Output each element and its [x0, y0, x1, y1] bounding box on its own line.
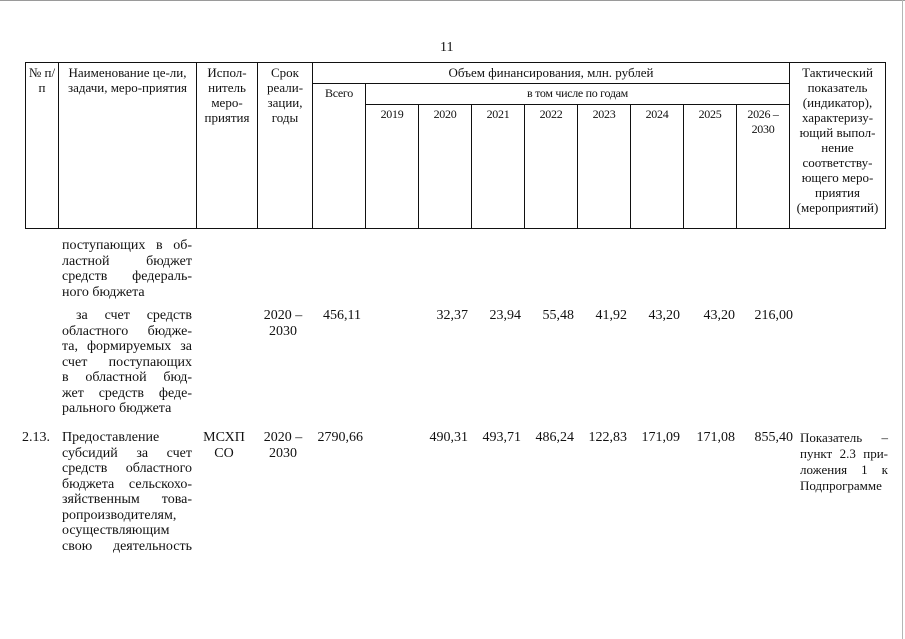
row-name-line: осуществляющим	[62, 523, 170, 538]
row-name-line: средств федераль-	[62, 269, 192, 284]
row-value: 855,40	[754, 430, 793, 445]
header-year: 2023	[578, 105, 631, 229]
row-value: 216,00	[754, 308, 793, 323]
row-value: 490,31	[429, 430, 468, 445]
row-term: 2020 – 2030	[263, 430, 303, 461]
row-executor: МСХП СО	[203, 430, 245, 461]
scan-edge-top	[0, 0, 905, 1]
header-executor: Испол-нитель меро-приятия	[197, 63, 258, 229]
row-indicator-line: Подпрограмме	[800, 478, 882, 493]
row-total: 456,11	[323, 308, 361, 323]
row-name-line: за счет средств	[76, 308, 192, 323]
row-value: 486,24	[535, 430, 574, 445]
row-name-line: свою деятельность	[62, 538, 192, 554]
row-name-line: зяйственным това-	[62, 492, 192, 507]
row-name-line: Предоставление	[62, 430, 160, 445]
row-value: 32,37	[436, 308, 468, 323]
row-name-line: та, формируемых за	[62, 339, 192, 354]
row-value: 23,94	[489, 308, 521, 323]
row-indicator-line: ложения 1 к	[800, 462, 888, 477]
row-name-line: ропроизводителям,	[62, 507, 177, 523]
table-row	[62, 308, 192, 417]
row-name-line: субсидий за счет	[62, 445, 192, 461]
row-value: 171,08	[696, 430, 735, 445]
row-name-line: жет средств феде-	[62, 385, 192, 401]
row-value: 122,83	[588, 430, 627, 445]
header-year: 2021	[472, 105, 525, 229]
row-name-line: рального бюджета	[62, 401, 172, 416]
row-name-line: счет поступающих	[62, 354, 192, 370]
header-year: 2019	[366, 105, 419, 229]
table-body	[0, 238, 905, 639]
header-term: Срок реали-зации, годы	[258, 63, 313, 229]
row-value: 55,48	[542, 308, 574, 323]
row-value: 43,20	[703, 308, 735, 323]
row-indicator-line: пункт 2.3 при-	[800, 446, 888, 461]
header-year: 2020	[419, 105, 472, 229]
row-name-line: бюджета сельскохо-	[62, 476, 192, 492]
header-indicator: Тактический показатель (индикатор), характеризу-ющий выпол-нение соответству-ющего меро-приятия (мероприятий)	[790, 63, 886, 229]
header-total: Всего	[313, 84, 366, 229]
table-header	[25, 62, 886, 229]
header-year: 2024	[631, 105, 684, 229]
table-row	[62, 430, 192, 554]
table-row	[62, 238, 192, 300]
header-year: 2025	[684, 105, 737, 229]
row-total: 2790,66	[317, 430, 363, 445]
header-year: 2026 – 2030	[737, 105, 790, 229]
row-name-line: ного бюджета	[62, 284, 145, 300]
header-name: Наименование це-ли, задачи, меро-приятия	[59, 63, 197, 229]
row-name-line: областного бюдже-	[62, 323, 192, 339]
header-funding: Объем финансирования, млн. рублей	[313, 63, 790, 84]
row-num: 2.13.	[22, 430, 50, 445]
row-term: 2020 – 2030	[263, 308, 303, 339]
row-name-line: в областной бюд-	[62, 370, 192, 385]
row-indicator-line: Показатель –	[800, 430, 888, 445]
header-by-years: в том числе по годам	[366, 84, 790, 105]
row-name-line: поступающих в об-	[62, 238, 192, 253]
page-number: 11	[440, 40, 454, 55]
row-value: 171,09	[641, 430, 680, 445]
row-indicator	[800, 430, 888, 494]
row-value: 493,71	[482, 430, 521, 445]
row-name-line: ластной бюджет	[62, 253, 192, 269]
row-value: 41,92	[595, 308, 627, 323]
header-num: № п/п	[26, 63, 59, 229]
row-value: 43,20	[648, 308, 680, 323]
header-year: 2022	[525, 105, 578, 229]
row-name-line: средств областного	[62, 461, 192, 476]
